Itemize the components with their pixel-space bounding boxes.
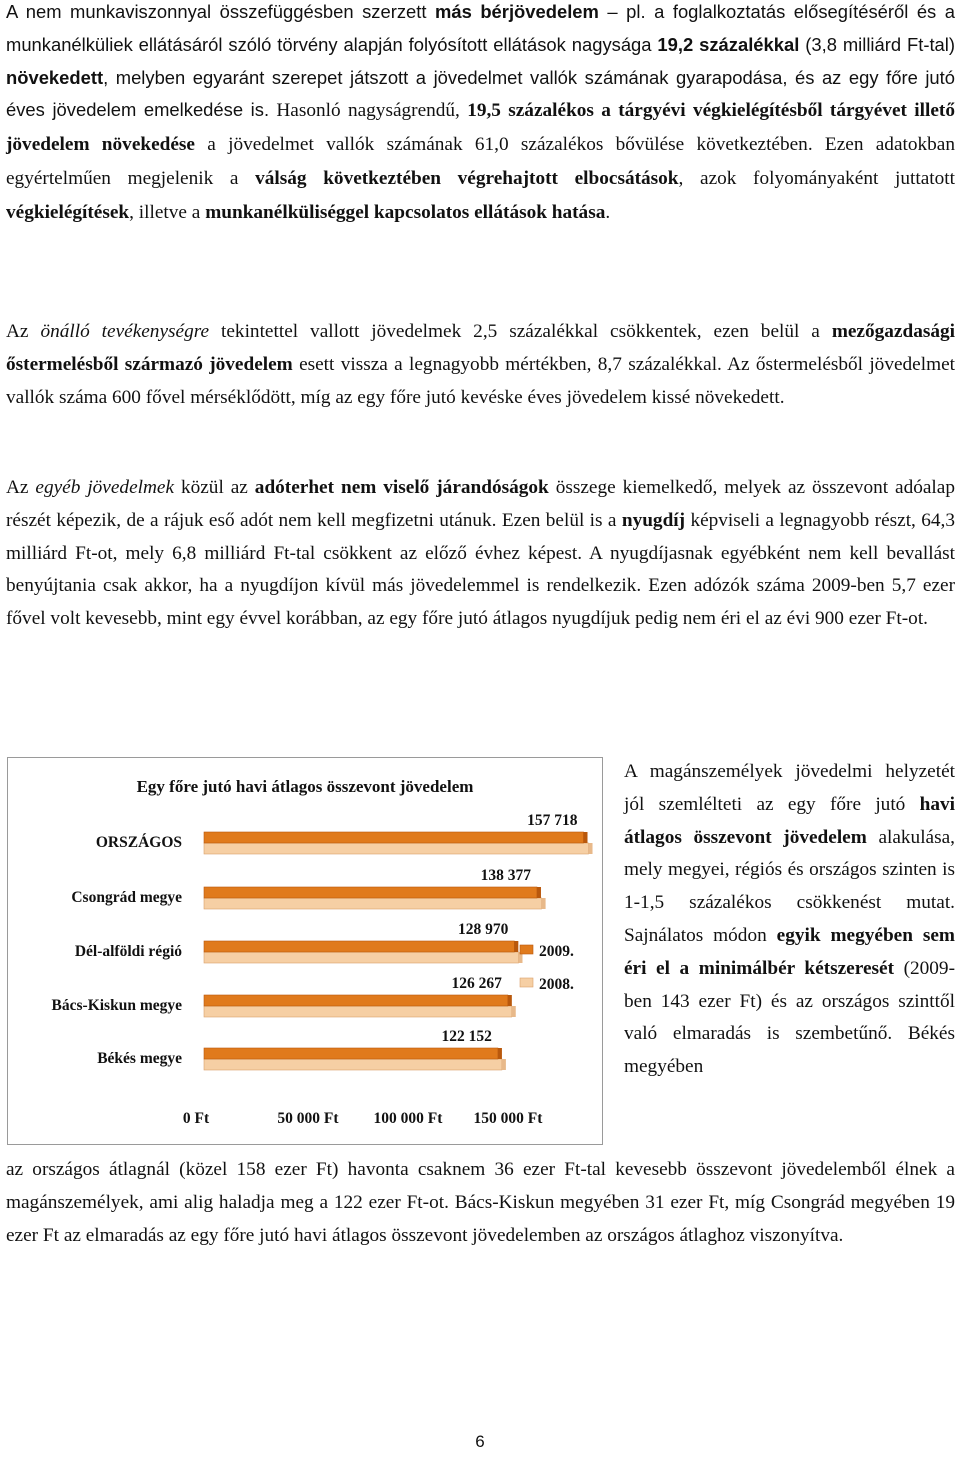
income-chart	[7, 757, 603, 1145]
emphasis: nyugdíj	[621, 509, 686, 531]
emphasis: munkanélküliséggel kapcsolatos ellátások hatása	[205, 201, 606, 223]
text-run: Az	[6, 477, 36, 498]
category-label: ORSZÁGOS	[95, 834, 182, 851]
category-label: Dél-alföldi régió	[74, 943, 182, 960]
text-run: összege kiemelkedő, melyek az összevont adóalap részét képezik, de a rájuk eső adót nem kell megfizetni utánuk. Ezen belül is a	[6, 477, 955, 531]
bar-2009-side	[508, 995, 512, 1006]
legend-swatch	[520, 978, 533, 987]
bar-2009-side	[514, 941, 518, 952]
emphasis: végkielégítések	[6, 201, 130, 223]
text-run: .	[605, 201, 611, 223]
legend-label: 2009.	[539, 943, 574, 960]
x-tick-label: 150 000 Ft	[473, 1110, 543, 1127]
category-label: Bács-Kiskun megye	[51, 997, 182, 1014]
bar-2008	[204, 1006, 512, 1017]
page-number: 6	[475, 1432, 485, 1451]
emphasis: havi átlagos összevont jövedelem	[624, 793, 955, 848]
paragraph-independent-activity	[6, 316, 955, 414]
legend-swatch	[520, 945, 533, 954]
bar-2008	[204, 952, 518, 963]
data-label: 126 267	[451, 975, 502, 992]
text-run: (2009-ben 143 ezer Ft) és az országos szinttől való elmaradás is szembetűnő. Békés megyében	[624, 957, 955, 1078]
paragraph-other-income	[6, 472, 955, 636]
text-run: alakulása, mely megyei, régiós és országos szinten is 1-1,5 százalékos csökkenést mutat. Sajnálatos módon	[624, 826, 955, 946]
bar-2008	[204, 1059, 502, 1070]
text-run: (3,8 milliárd Ft-tal)	[799, 33, 955, 55]
chart-title: Egy főre jutó havi átlagos összevont jövedelem	[136, 777, 474, 796]
text-run: képviseli a legnagyobb részt, 64,3 milliárd Ft-ot, mely 6,8 milliárd Ft-tal csökkent az előző évhez képest. A nyugdíjasnak egyébként nem kell bevallást benyújtania csak akkor, ha a nyugdíjon kívül más jövedelemmel is rendelkezik. Ezen adózók száma 2009-ben 5,7 ezer fővel volt kevesebb, mint egy évvel korábban, az egy főre jutó átlagos nyugdíjuk pedig nem éri el az évi 900 ezer Ft-ot.	[6, 509, 955, 630]
text-run: A nem munkaviszonnyal összefüggésben szerzett	[6, 1, 435, 22]
x-tick-label: 0 Ft	[182, 1110, 210, 1127]
emphasis: mezőgazdasági őstermelésből származó jövedelem	[6, 321, 955, 375]
text-run: , melyben egyaránt szerepet játszott a jövedelmet vallók számának gyarapodása, és az egy főre jutó éves jövedelem emelkedése is.	[6, 66, 955, 121]
emphasis: egyik megyében sem éri el a minimálbér kétszeresét	[624, 924, 955, 979]
text-run: az országos átlagnál (közel 158 ezer Ft) havonta csaknem 36 ezer Ft-tal kevesebb összevont jövedelemből élnek a magánszemélyek, ami alig haladja meg a 122 ezer Ft-ot. Bács-Kiskun megyében 31 ezer Ft, míg Csongrád megyében 19 ezer Ft az elmaradás az egy főre jutó havi átlagos összevont jövedelemben az országos átlaghoz viszonyítva.	[6, 1159, 955, 1246]
x-tick-label: 100 000 Ft	[373, 1110, 443, 1127]
paragraph-county-comparison	[6, 1154, 955, 1252]
text-run: A magánszemélyek jövedelmi helyzetét jól szemlélteti az egy főre jutó	[624, 761, 955, 815]
category-label: Békés megye	[97, 1050, 182, 1067]
category-label: Csongrád megye	[71, 889, 182, 906]
paragraph-other-wage-income	[6, 0, 955, 230]
bar-2008-side	[512, 1006, 516, 1017]
text-run: esett vissza a legnagyobb mértékben, 8,7 százalékkal. Az őstermelésből jövedelmet vallók száma 600 fővel mérséklődött, míg az egy főre jutó kevéske éves jövedelem kissé növekedett.	[6, 353, 955, 408]
emphasis: adóterhet nem viselő járandóságok	[254, 477, 549, 498]
bar-2008-side	[589, 843, 593, 854]
bar-2009	[204, 832, 584, 843]
bar-2008-side	[502, 1059, 506, 1070]
emphasis: 19,5 százalékos a tárgyévi végkielégítésből tárgyévet illető jövedelem növekedése	[6, 100, 955, 156]
data-label: 122 152	[441, 1028, 492, 1045]
text-run: , illetve a	[129, 201, 206, 223]
text-run: tekintettel vallott jövedelmek 2,5 százalékkal csökkentek, ezen belül a	[209, 321, 832, 342]
bar-2009-side	[584, 832, 588, 843]
side-paragraph	[624, 756, 955, 1084]
bar-2009	[204, 941, 514, 952]
income-bar-chart	[8, 758, 604, 1146]
data-label: 128 970	[457, 921, 509, 938]
bar-2009-side	[537, 887, 541, 898]
text-run: közül az	[174, 477, 255, 498]
bar-2008	[204, 843, 589, 854]
data-label: 157 718	[527, 812, 578, 829]
italic-term: egyéb jövedelmek	[35, 477, 175, 498]
emphasis: növekedett	[6, 66, 104, 88]
data-label: 138 377	[480, 867, 531, 884]
bar-2009-side	[498, 1048, 502, 1059]
emphasis: 19,2 százalékkal	[657, 33, 800, 55]
bar-2009	[204, 1048, 498, 1059]
text-run: , azok folyományaként juttatott	[678, 167, 955, 189]
bar-2009	[204, 995, 508, 1006]
legend-label: 2008.	[539, 976, 574, 993]
bar-2009	[204, 887, 537, 898]
x-tick-label: 50 000 Ft	[277, 1110, 339, 1127]
italic-term: önálló tevékenységre	[40, 321, 210, 342]
bar-2008-side	[542, 898, 546, 909]
text-run: a jövedelmet vallók számának 61,0 százalékos bővülése következtében. Ezen adatokban egyértelműen megjelenik a	[6, 134, 955, 189]
text-run: Hasonló nagyságrendű,	[269, 100, 468, 122]
text-run: Az	[6, 321, 41, 342]
emphasis: más bérjövedelem	[435, 1, 599, 22]
bar-2008	[204, 898, 542, 909]
emphasis: válság következtében végrehajtott elbocsátások	[255, 167, 679, 189]
text-run: – pl. a foglalkoztatás elősegítéséről és a munkanélküliek ellátásáról szóló törvény alapján folyósított ellátások nagysága	[6, 1, 955, 55]
